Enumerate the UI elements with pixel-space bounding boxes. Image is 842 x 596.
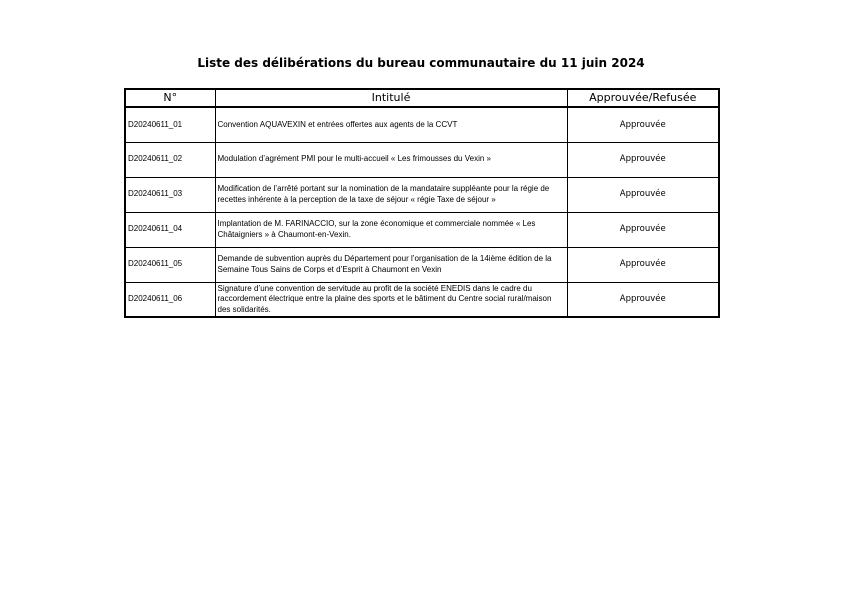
table-row (125, 142, 719, 177)
column-header-title: Intitulé (215, 89, 567, 107)
column-header-number: N° (125, 89, 215, 107)
deliberation-number: D20240611_02 (125, 142, 215, 177)
deliberation-number: D20240611_03 (125, 177, 215, 212)
deliberation-title: Modification de l’arrêté portant sur la nomination de la mandataire suppléante pour la régie de recettes inhérente à la perception de la taxe de séjour « régie Taxe de séjour » (215, 177, 567, 212)
deliberation-number: D20240611_05 (125, 247, 215, 282)
table-row (125, 107, 719, 142)
deliberation-status: Approuvée (567, 247, 719, 282)
table-header-row (125, 89, 719, 107)
table-row (125, 212, 719, 247)
deliberations-table (124, 88, 720, 318)
table-row (125, 282, 719, 317)
deliberation-status: Approuvée (567, 212, 719, 247)
deliberation-status: Approuvée (567, 107, 719, 142)
table-row (125, 177, 719, 212)
deliberation-title: Signature d’une convention de servitude au profit de la société ENEDIS dans le cadre du raccordement électrique entre la plaine des sports et le bâtiment du Centre social rural/maison des solidarités. (215, 282, 567, 317)
deliberation-number: D20240611_06 (125, 282, 215, 317)
deliberation-status: Approuvée (567, 177, 719, 212)
deliberation-number: D20240611_01 (125, 107, 215, 142)
deliberation-status: Approuvée (567, 142, 719, 177)
deliberation-title: Convention AQUAVEXIN et entrées offertes aux agents de la CCVT (215, 107, 567, 142)
deliberation-status: Approuvée (567, 282, 719, 317)
deliberation-title: Demande de subvention auprès du Département pour l’organisation de la 14ième édition de la Semaine Tous Sains de Corps et d’Esprit à Chaumont en Vexin (215, 247, 567, 282)
document-title: Liste des délibérations du bureau communautaire du 11 juin 2024 (197, 56, 645, 70)
deliberation-number: D20240611_04 (125, 212, 215, 247)
table-row (125, 247, 719, 282)
deliberation-title: Modulation d’agrément PMI pour le multi-accueil « Les frimousses du Vexin » (215, 142, 567, 177)
column-header-status: Approuvée/Refusée (567, 89, 719, 107)
deliberation-title: Implantation de M. FARINACCIO, sur la zone économique et commerciale nommée « Les Châtaigniers » à Chaumont-en-Vexin. (215, 212, 567, 247)
